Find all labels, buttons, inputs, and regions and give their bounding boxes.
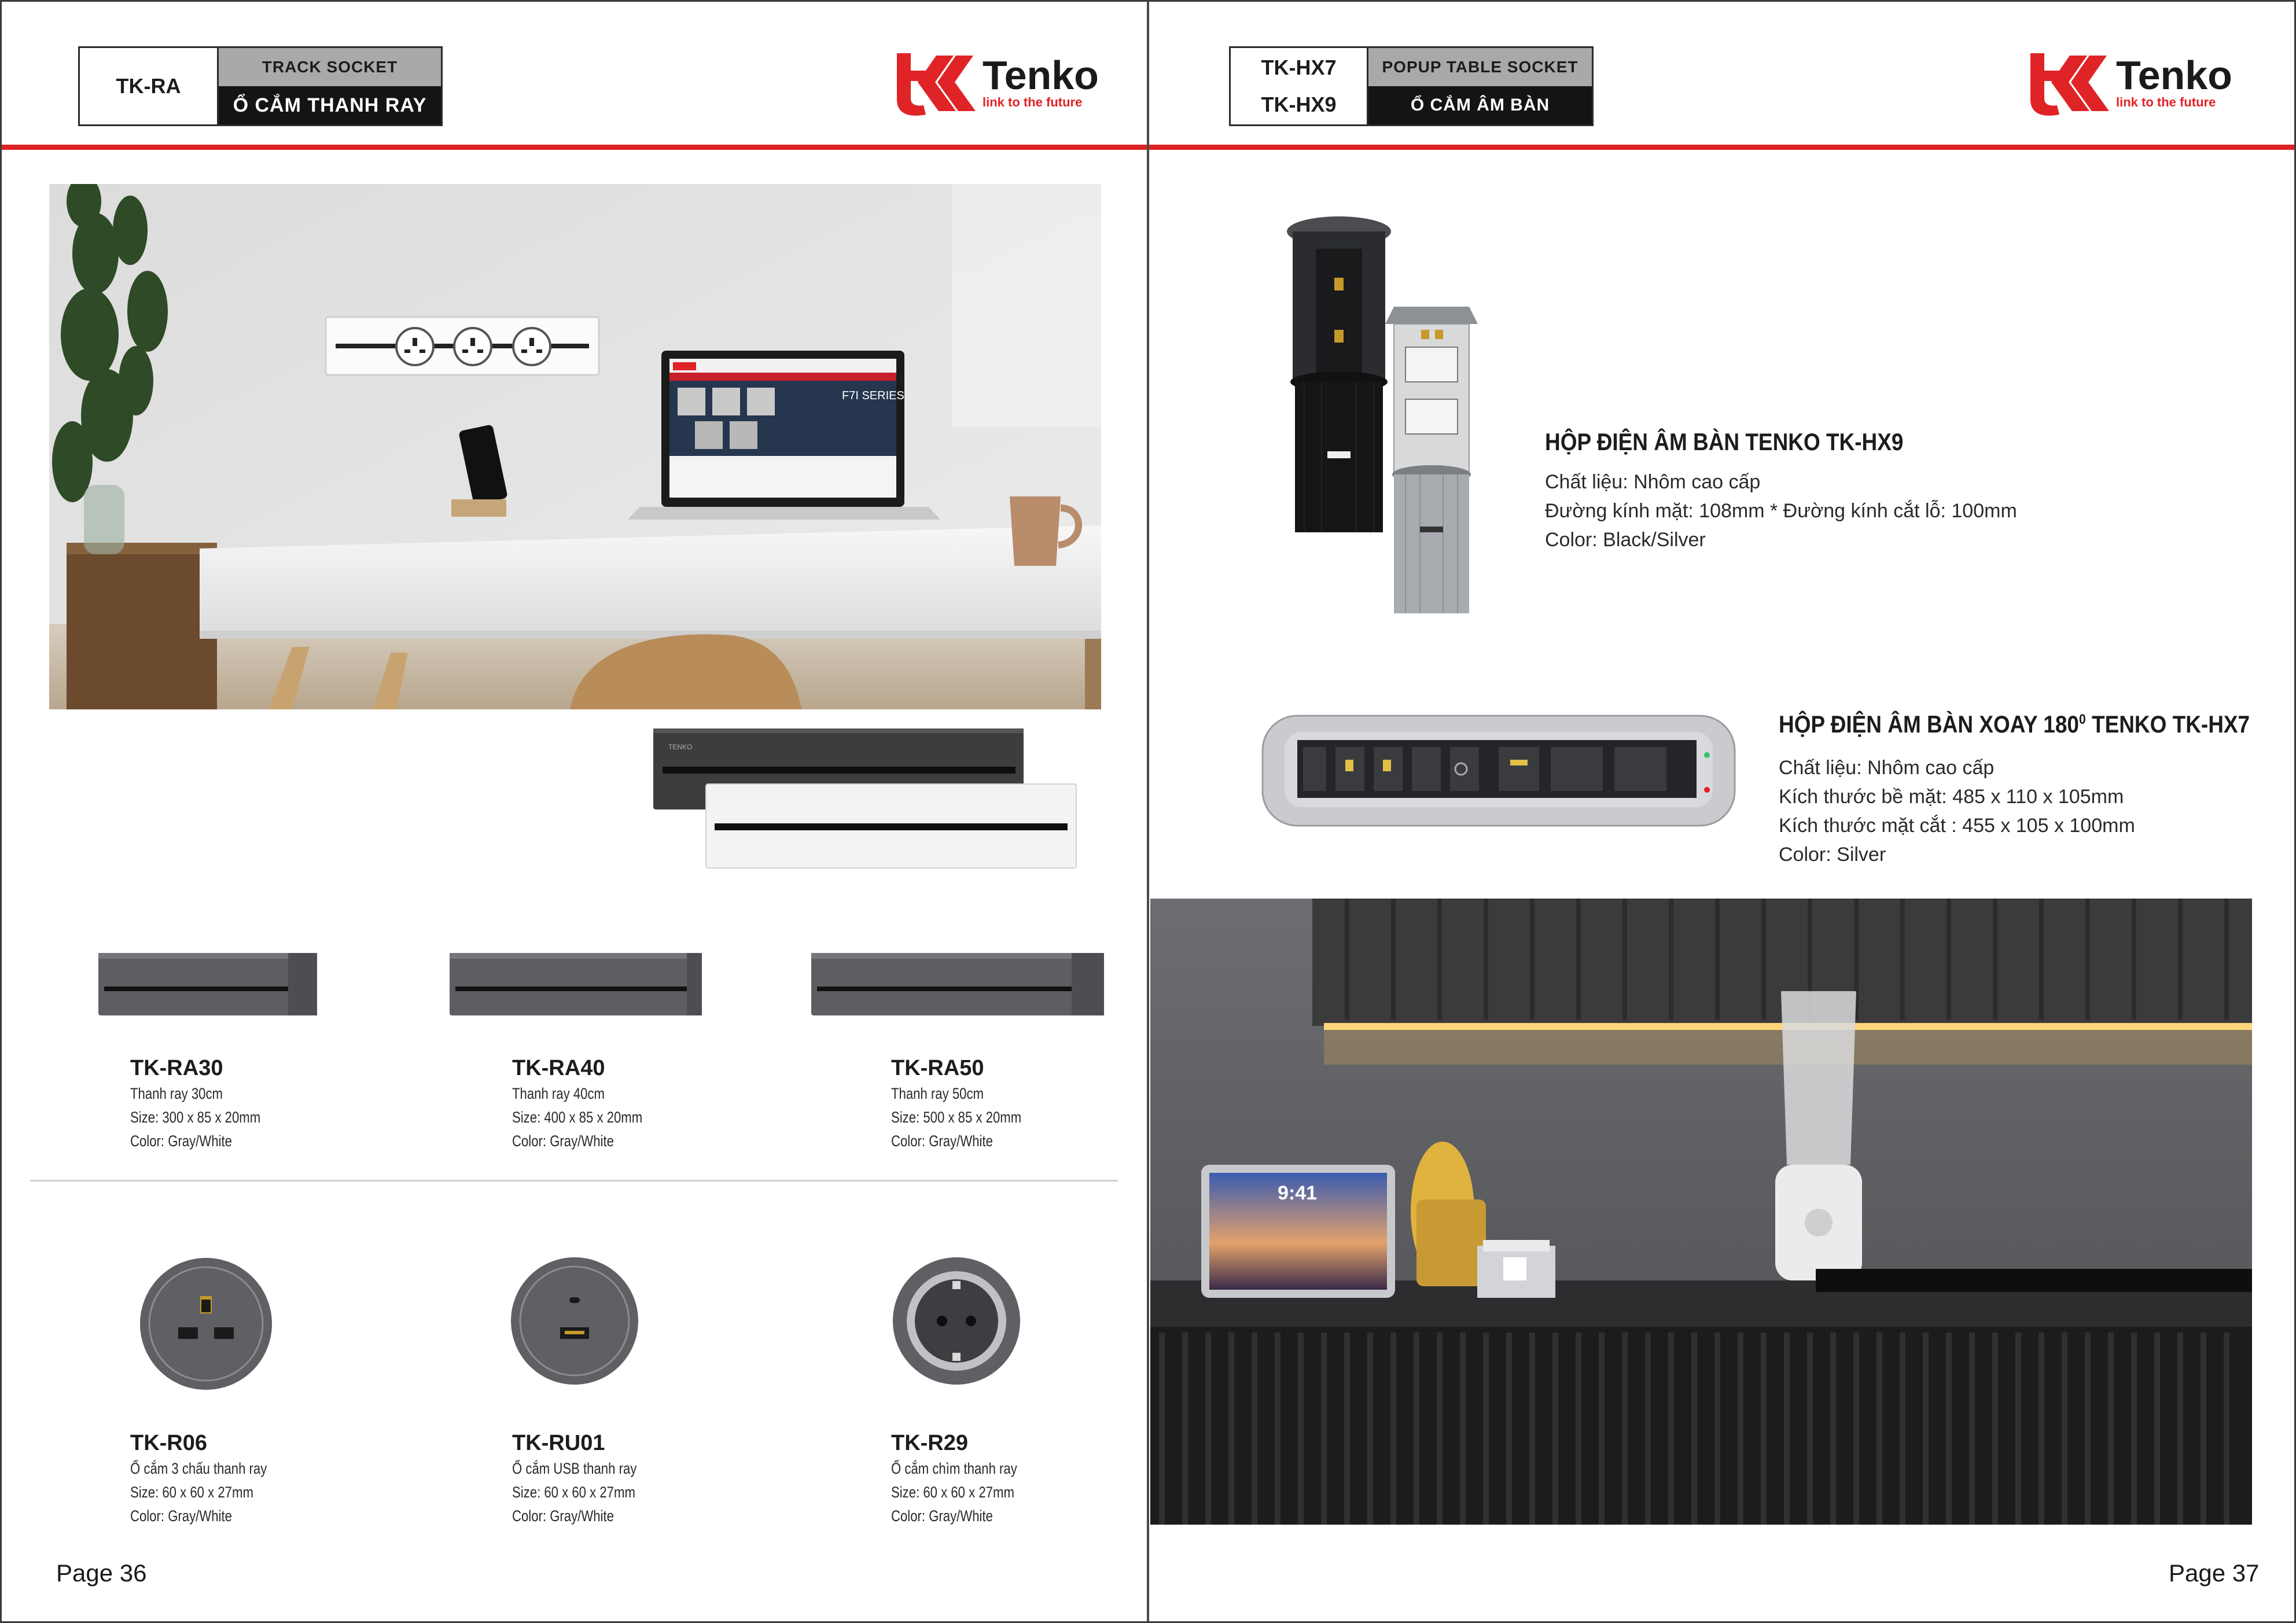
rail-ra30 [130,1054,289,1153]
section-divider [30,1180,1118,1182]
hx7-color: Color: Silver [1779,844,1886,866]
tenko-logo-mark-icon [891,47,978,117]
logo-tagline: link to the future [2116,95,2216,109]
hx9-specs [1545,468,2017,554]
module-size: Size: 60 x 60 x 27mm [891,1484,1014,1501]
rail-desc: Thanh ray 50cm [891,1085,984,1102]
hx7-specs [1779,753,2135,869]
module-color: Color: Gray/White [130,1507,232,1525]
left-header-code-box [78,46,443,126]
logo-name: Tenko [2116,53,2232,98]
module-desc: Ổ cắm chìm thanh ray [891,1460,1017,1477]
tenko-logo-mark-icon [2025,47,2111,117]
category-tags [1368,48,1592,124]
module-r29 [891,1429,1045,1528]
spread-fold [1147,0,1149,1623]
rail-ra30-image [97,952,318,1017]
module-ru01-image [509,1256,640,1386]
module-r29-image [891,1256,1022,1386]
right-header-code-box [1229,46,1594,126]
series-code [80,48,219,124]
rail-code: TK-RA50 [891,1056,984,1080]
rail-color: Color: Gray/White [512,1132,614,1150]
right-page [1148,0,2296,1623]
rail-color: Color: Gray/White [130,1132,232,1150]
series-codes [1231,48,1368,124]
module-r06 [130,1429,297,1528]
tenko-logo [2025,47,2232,117]
hx7-rotating-socket-image [1261,715,1736,827]
rail-size: Size: 400 x 85 x 20mm [512,1109,643,1126]
module-desc: Ổ cắm 3 chấu thanh ray [130,1460,267,1477]
hx7-title-degree: 0 [2078,712,2086,727]
rail-color: Color: Gray/White [891,1132,993,1150]
rail-code: TK-RA40 [512,1056,605,1080]
module-desc: Ổ cắm USB thanh ray [512,1460,637,1477]
rail-ra40 [512,1054,671,1153]
module-r06-image [138,1256,274,1392]
rail-desc: Thanh ray 40cm [512,1085,605,1102]
svg-text:TENKO: TENKO [668,743,693,751]
rail-size: Size: 300 x 85 x 20mm [130,1109,261,1126]
rail-ra40-image [448,952,703,1017]
hx7-surface-size: Kích thước bề mặt: 485 x 110 x 105mm [1779,786,2124,808]
module-color: Color: Gray/White [891,1507,993,1525]
hx9-color: Color: Black/Silver [1545,529,1706,551]
series-code-text: TK-RA [116,74,181,98]
category-vi: Ổ CẮM THANH RAY [219,86,441,124]
module-color: Color: Gray/White [512,1507,614,1525]
module-code: TK-R06 [130,1431,208,1455]
category-en: TRACK SOCKET [219,48,441,86]
category-vi: Ổ CẮM ÂM BÀN [1368,86,1592,124]
module-size: Size: 60 x 60 x 27mm [512,1484,635,1501]
rail-ra50 [891,1054,1050,1153]
hx9-material: Chất liệu: Nhôm cao cấp [1545,471,1761,493]
rail-ra50-image [810,952,1105,1017]
hx7-title-end: TENKO TK-HX7 [2085,711,2250,738]
module-code: TK-R29 [891,1431,969,1455]
stacked-rails-image [651,726,1079,871]
page-number-right: Page 37 [2169,1559,2260,1587]
series-code-1: TK-HX7 [1261,56,1337,79]
tenko-logo [891,47,1099,117]
module-size: Size: 60 x 60 x 27mm [130,1484,253,1501]
hx7-title [1779,711,2250,738]
category-tags [219,48,441,124]
hx7-material: Chất liệu: Nhôm cao cấp [1779,757,1995,779]
category-en: POPUP TABLE SOCKET [1368,48,1592,86]
laptop-screen-text: F7I SERIES [842,389,904,402]
kitchen-scene-photo [1150,899,2252,1525]
rail-size: Size: 500 x 85 x 20mm [891,1109,1022,1126]
series-code-2: TK-HX9 [1261,93,1337,116]
rail-desc: Thanh ray 30cm [130,1085,223,1102]
hx9-diameter: Đường kính mặt: 108mm * Đường kính cắt lỗ: 100mm [1545,500,2017,522]
module-ru01 [512,1429,664,1528]
desk-scene-photo [49,184,1101,709]
tablet-time: 9:41 [1278,1182,1318,1204]
hx7-cut-size: Kích thước mặt cắt : 455 x 105 x 100mm [1779,815,2135,837]
logo-name: Tenko [983,53,1099,98]
page-number-left: Page 36 [56,1559,147,1587]
rail-code: TK-RA30 [130,1056,223,1080]
hx9-popup-socket-image [1287,214,1518,619]
hx7-title-main: HỘP ĐIỆN ÂM BÀN XOAY 180 [1779,711,2079,738]
module-code: TK-RU01 [512,1431,605,1455]
logo-tagline: link to the future [983,95,1083,109]
hx9-title: HỘP ĐIỆN ÂM BÀN TENKO TK-HX9 [1545,428,1904,455]
